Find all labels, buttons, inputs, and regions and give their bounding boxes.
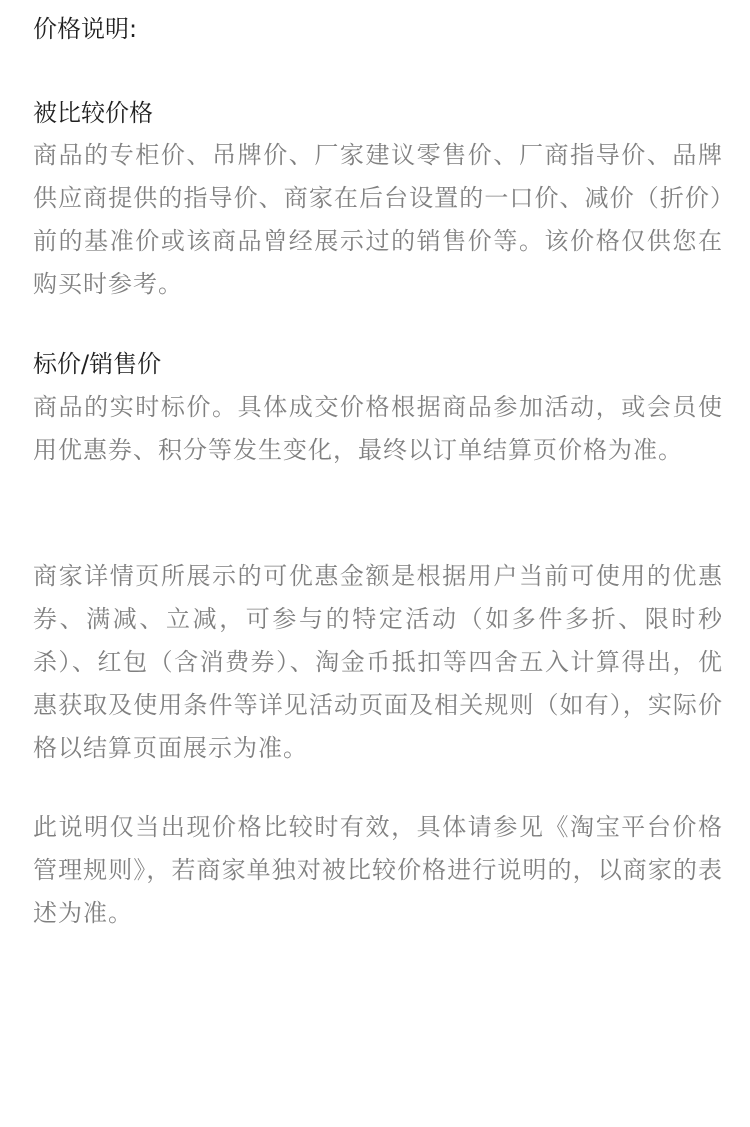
- page-title: 价格说明:: [33, 15, 138, 43]
- section-body-list-price: 商品的实时标价。具体成交价格根据商品参加活动，或会员使用优惠券、积分等发生变化，最终以订单结算页价格为准。: [33, 393, 723, 464]
- validity-note-paragraph: 此说明仅当出现价格比较时有效，具体请参见《淘宝平台价格管理规则》，若商家单独对被比较价格进行说明的，以商家的表述为准。: [33, 813, 723, 927]
- section-heading-compared-price: 被比较价格: [33, 99, 153, 127]
- discount-explanation-paragraph: 商家详情页所展示的可优惠金额是根据用户当前可使用的优惠券、满减、立减，可参与的特定活动（如多件多折、限时秒杀）、红包（含消费券）、淘金币抵扣等四舍五入计算得出，优惠获取及使用条件等详见活动页面及相关规则（如有），实际价格以结算页面展示为准。: [33, 562, 723, 762]
- section-heading-list-price: 标价/销售价: [33, 350, 162, 378]
- section-body-compared-price: 商品的专柜价、吊牌价、厂家建议零售价、厂商指导价、品牌供应商提供的指导价、商家在后台设置的一口价、减价（折价）前的基准价或该商品曾经展示过的销售价等。该价格仅供您在购买时参考。: [33, 141, 723, 298]
